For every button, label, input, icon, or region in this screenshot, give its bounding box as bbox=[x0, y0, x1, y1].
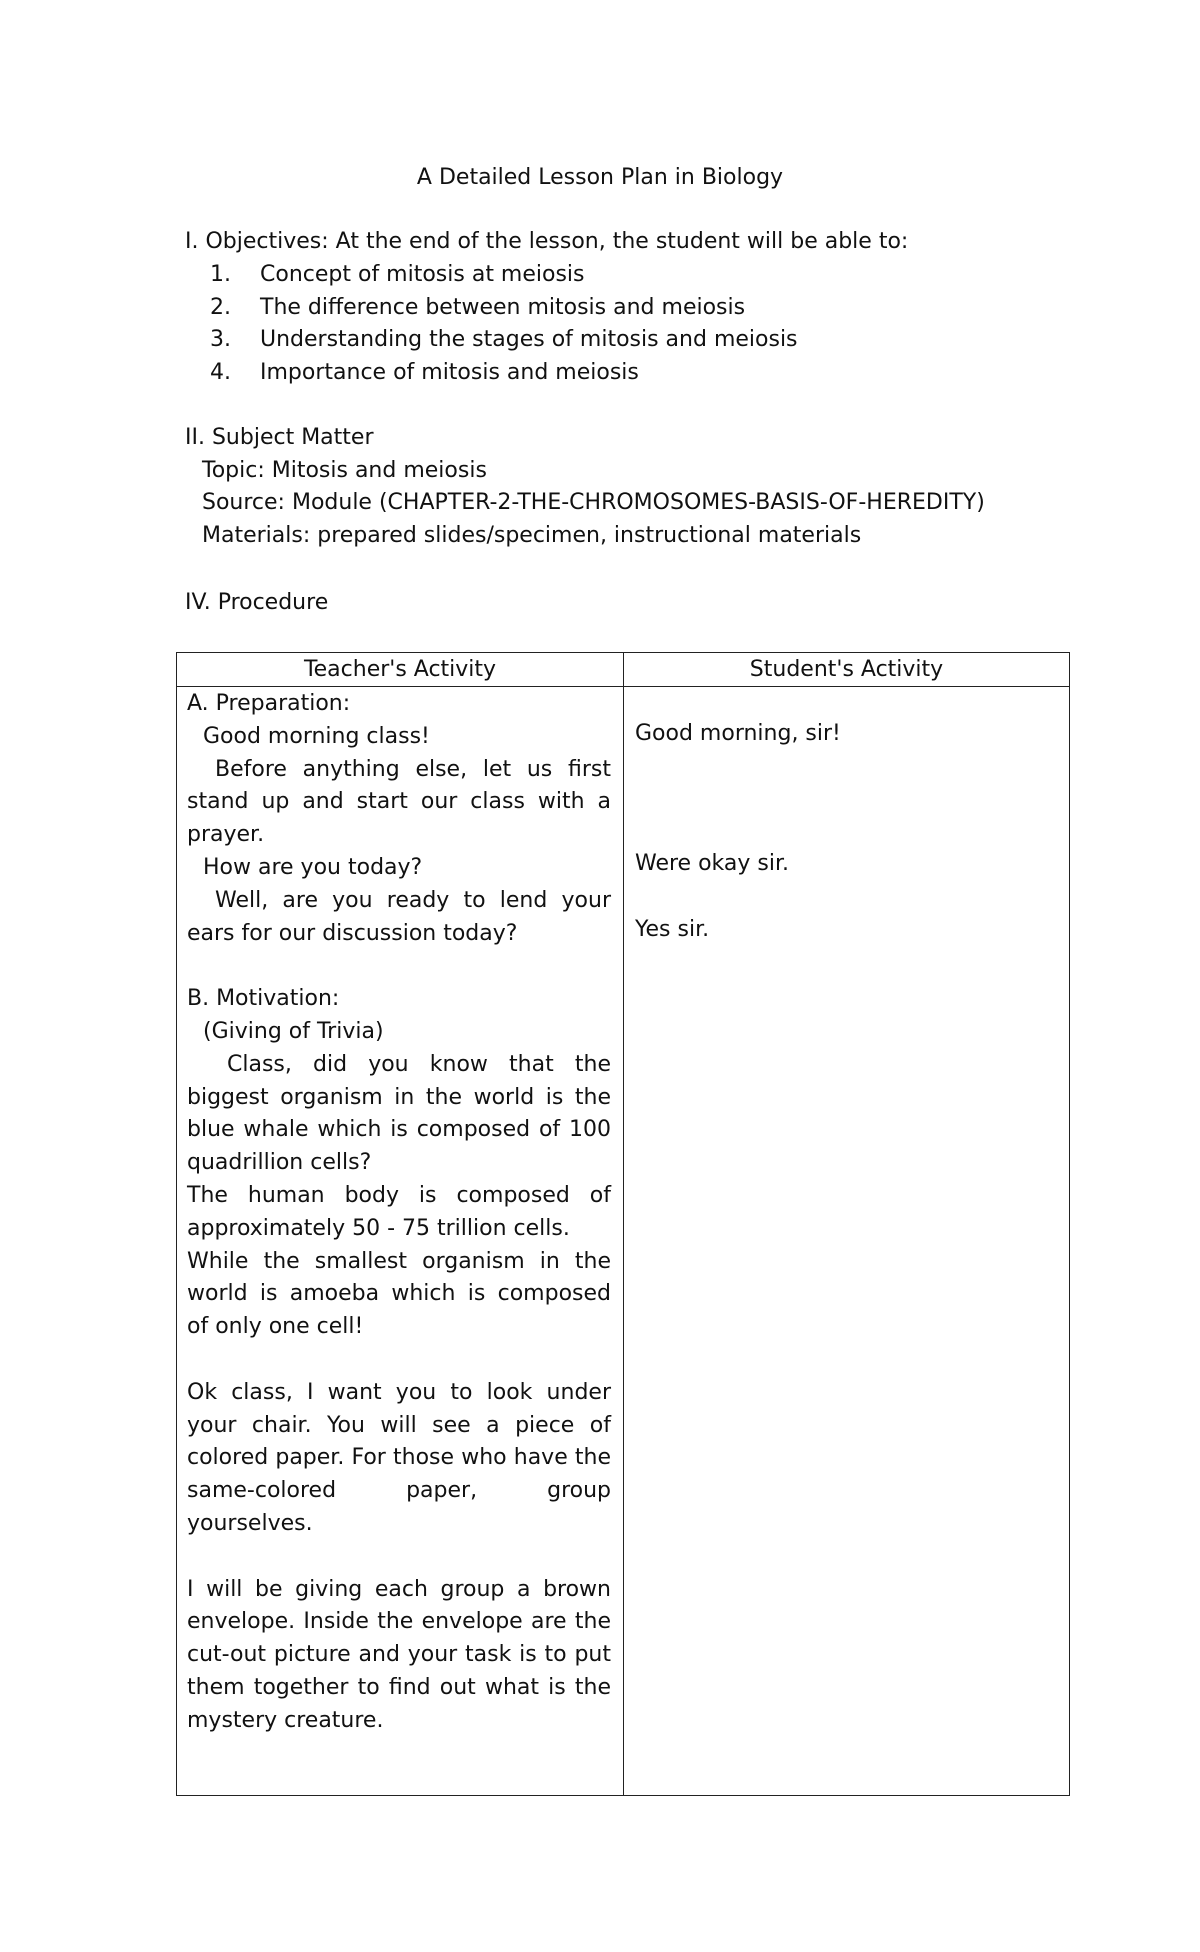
amoeba-text: While the smallest organism in the world is amoeba which is composed of only one cell! bbox=[187, 1248, 611, 1340]
trivia-label: (Giving of Trivia) bbox=[203, 1018, 384, 1044]
teacher-ready: Well, are you ready to lend your ears for our discussion today? bbox=[187, 887, 611, 946]
list-item-number: 1. bbox=[210, 262, 231, 287]
subject-matter-section bbox=[185, 422, 1085, 552]
procedure-table bbox=[176, 652, 1070, 1796]
motivation-heading: B. Motivation: bbox=[187, 986, 340, 1012]
envelope-instruction: I will be giving each group a brown envelope. Inside the envelope are the cut-out picture and your task is to put them together to find out what is the mystery creature. bbox=[187, 1576, 611, 1733]
list-item bbox=[210, 259, 798, 292]
list-item-text: Understanding the stages of mitosis and meiosis bbox=[260, 327, 798, 352]
list-item-text: Concept of mitosis at meiosis bbox=[260, 262, 585, 287]
objectives-list bbox=[210, 259, 798, 389]
spacer bbox=[187, 1541, 611, 1574]
teacher-activity-header: Teacher's Activity bbox=[303, 657, 497, 682]
list-item-text: The difference between mitosis and meiosis bbox=[260, 294, 746, 320]
spacer bbox=[187, 1344, 611, 1377]
student-yes-reply: Yes sir. bbox=[635, 917, 710, 942]
column-divider bbox=[623, 653, 624, 1795]
student-okay-reply: Were okay sir. bbox=[635, 851, 789, 876]
objectives-heading: I. Objectives: At the end of the lesson, the student will be able to: bbox=[185, 229, 909, 254]
subject-matter-heading: II. Subject Matter bbox=[185, 425, 374, 450]
human-body-text: The human body is composed of approximately 50 - 75 trillion cells. bbox=[187, 1182, 611, 1241]
teacher-how-are-you: How are you today? bbox=[203, 854, 423, 880]
source-line: Source: Module (CHAPTER-2-THE-CHROMOSOMES-BASIS-OF-HEREDITY) bbox=[202, 490, 985, 515]
teacher-greeting: Good morning class! bbox=[203, 723, 430, 749]
list-item-text: Importance of mitosis and meiosis bbox=[260, 359, 639, 385]
student-greeting-reply: Good morning, sir! bbox=[635, 721, 841, 746]
teacher-prayer: Before anything else, let us first stand up and start our class with a prayer. bbox=[187, 756, 611, 848]
trivia-text: Class, did you know that the biggest organism in the world is the blue whale which is composed of 100 quadrillion cells? bbox=[187, 1051, 611, 1176]
chair-instruction: Ok class, I want you to look under your chair. You will see a piece of colored paper. For those who have the same-colored paper, group yourselves. bbox=[187, 1379, 611, 1536]
procedure-heading: IV. Procedure bbox=[185, 590, 329, 615]
spacer bbox=[187, 950, 611, 983]
teacher-activity-cell bbox=[187, 688, 611, 1738]
topic-line: Topic: Mitosis and meiosis bbox=[202, 457, 487, 483]
document-title: A Detailed Lesson Plan in Biology bbox=[416, 165, 784, 190]
preparation-heading: A. Preparation: bbox=[187, 691, 351, 716]
student-activity-header: Student's Activity bbox=[749, 657, 944, 682]
list-item bbox=[210, 292, 798, 325]
list-item-number: 4. bbox=[210, 359, 231, 385]
materials-line: Materials: prepared slides/specimen, instructional materials bbox=[202, 522, 862, 548]
list-item-number: 2. bbox=[210, 294, 231, 320]
list-item bbox=[210, 357, 798, 390]
list-item-number: 3. bbox=[210, 327, 231, 352]
list-item bbox=[210, 324, 798, 357]
